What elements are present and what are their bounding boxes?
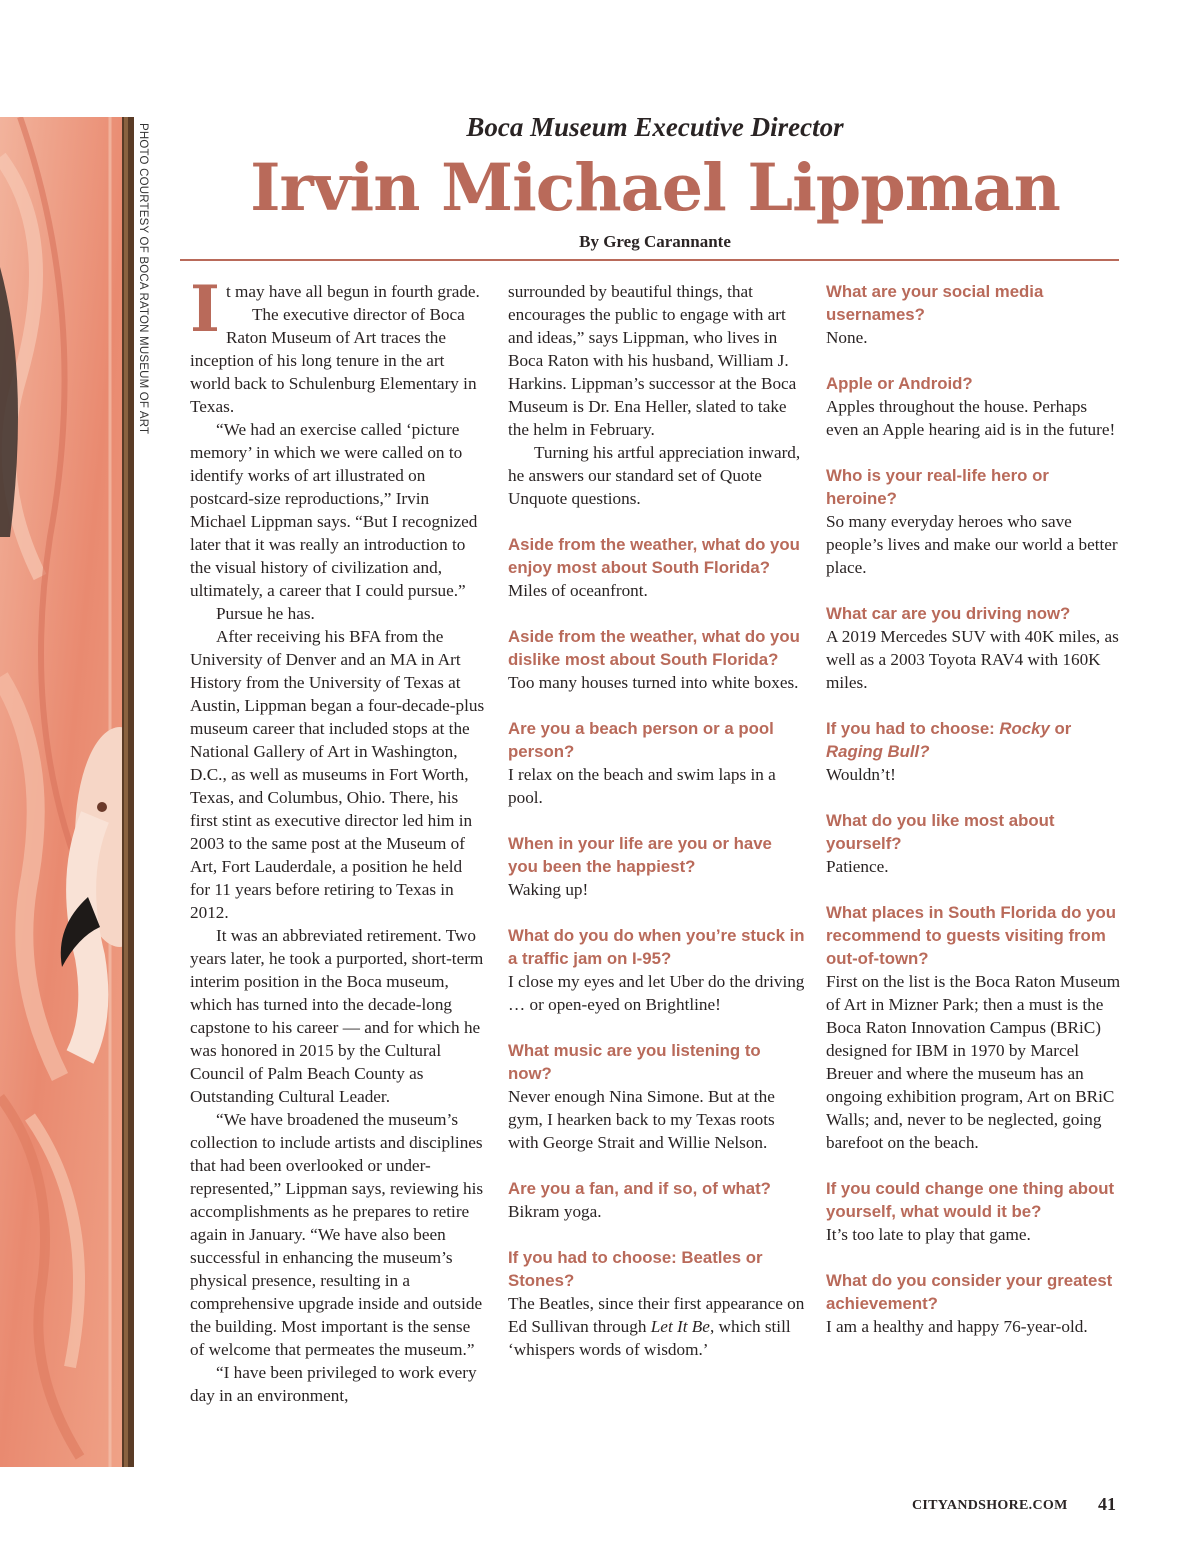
- footer-website: CITYANDSHORE.COM: [912, 1498, 1068, 1513]
- body-paragraph: “We had an exercise called ‘picture memory’ in which we were called on to identify works of art illustrated on postcard-size reproductions,” Irvin Michael Lippman says. “But I recognized later that it was really an introduction to the visual history of civilization and, ultimately, a career that I could pursue.”: [190, 420, 478, 600]
- qa-question: What car are you driving now?: [826, 604, 1071, 623]
- qa-answer: It’s too late to play that game.: [826, 1225, 1031, 1244]
- qa-answer: Miles of oceanfront.: [508, 581, 648, 600]
- qa-item: [826, 602, 1122, 694]
- qa-question: Apple or Android?: [826, 374, 973, 393]
- qa-item: [508, 924, 806, 1016]
- film-title: Raging Bull?: [826, 742, 930, 761]
- qa-answer: Patience.: [826, 857, 889, 876]
- answer-text: The Beatles, since their first appearance on Ed Sullivan through: [508, 1294, 805, 1336]
- qa-answer: Apples throughout the house. Perhaps even an Apple hearing aid is in the future!: [826, 397, 1116, 439]
- qa-item: [826, 717, 1122, 786]
- qa-question: Who is your real-life hero or heroine?: [826, 466, 1049, 508]
- qa-question: What do you like most about yourself?: [826, 811, 1055, 853]
- qa-item: [508, 1246, 806, 1361]
- answer-text: , which still ‘whispers words of wisdom.’: [508, 1317, 791, 1359]
- qa-question: Aside from the weather, what do you dislike most about South Florida?: [508, 627, 800, 669]
- qa-answer: So many everyday heroes who save people’s lives and make our world a better place.: [826, 512, 1118, 577]
- body-paragraph: “I have been privileged to work every day in an environment,: [190, 1363, 477, 1405]
- intro-first-line: t may have all begun in fourth grade.: [225, 282, 480, 301]
- qa-answer: I relax on the beach and swim laps in a pool.: [508, 765, 776, 807]
- qa-question: If you had to choose: Beatles or Stones?: [508, 1248, 763, 1290]
- qa-item: [826, 1177, 1122, 1246]
- qa-item: [826, 372, 1122, 441]
- header-rule: [180, 259, 1119, 261]
- article-column-2: [508, 280, 806, 1384]
- qa-answer: Too many houses turned into white boxes.: [508, 673, 799, 692]
- body-paragraph: “We have broadened the museum’s collection to include artists and disciplines that had been overlooked or under-represented,” Lippman says, reviewing his accomplishments as he prepares to retire again in January. “We have also been successful in enhancing the museum’s physical presence, resulting in a comprehensive upgrade inside and outside the building. Most important is the sense of welcome that permeates the museum.”: [190, 1110, 484, 1359]
- article-column-1: [190, 272, 486, 1407]
- qa-question: What do you do when you’re stuck in a traffic jam on I-95?: [508, 926, 805, 968]
- question-text: If you had to choose:: [826, 719, 1000, 738]
- qa-answer: First on the list is the Boca Raton Museum of Art in Mizner Park; then a must is the Boca Raton Innovation Campus (BRiC) designed for IBM in 1970 by Marcel Breuer and where the museum has an ongoing exhibition program, Art on BRiC Walls; and, never to be neglected, going barefoot on the beach.: [826, 972, 1121, 1152]
- qa-question: If you could change one thing about yourself, what would it be?: [826, 1179, 1115, 1221]
- qa-question: Are you a beach person or a pool person?: [508, 719, 774, 761]
- article-kicker: Boca Museum Executive Director: [466, 112, 844, 142]
- body-paragraph: After receiving his BFA from the University of Denver and an MA in Art History from the University of Texas at Austin, Lippman began a four-decade-plus museum career that included stops at the National Gallery of Art in Washington, D.C., as well as museums in Fort Worth, Texas, and Columbus, Ohio. There, his first stint as executive director led him in 2003 to the same post at the Museum of Art, Fort Lauderdale, a position he held for 11 years before retiring to Texas in 2012.: [190, 627, 485, 922]
- article-byline: By Greg Carannante: [579, 232, 731, 251]
- photo-credit: [136, 120, 152, 440]
- qa-question: [826, 717, 1122, 763]
- qa-item: [826, 1269, 1122, 1338]
- qa-question: What music are you listening to now?: [508, 1041, 761, 1083]
- qa-question: What are your social media usernames?: [826, 282, 1044, 324]
- qa-item: [826, 901, 1122, 1154]
- qa-question: What do you consider your greatest achievement?: [826, 1271, 1113, 1313]
- article-headline: Irvin Michael Lippman: [250, 150, 1060, 226]
- qa-item: [508, 717, 806, 809]
- qa-item: [508, 1039, 806, 1154]
- intro-paragraph: [190, 272, 486, 347]
- qa-item: [508, 832, 806, 901]
- flamingo-painting-photo: [0, 117, 134, 1467]
- photo-credit-text: PHOTO COURTESY OF BOCA RATON MUSEUM OF ART: [137, 123, 149, 435]
- film-title: Rocky: [999, 719, 1050, 738]
- qa-item: [508, 1177, 806, 1223]
- body-paragraph: Pursue he has.: [216, 604, 315, 623]
- qa-answer: A 2019 Mercedes SUV with 40K miles, as well as a 2003 Toyota RAV4 with 160K miles.: [826, 627, 1119, 692]
- qa-item: [508, 625, 806, 694]
- qa-answer: I am a healthy and happy 76-year-old.: [826, 1317, 1088, 1336]
- qa-item: [826, 464, 1122, 579]
- qa-item: [508, 533, 806, 602]
- qa-question: When in your life are you or have you been the happiest?: [508, 834, 772, 876]
- body-paragraph: The executive director of Boca Raton Museum of Art traces the inception of his long tenure in the art world back to Schulenburg Elementary in Texas.: [190, 305, 477, 416]
- question-text: or: [1049, 719, 1072, 738]
- qa-question: Are you a fan, and if so, of what?: [508, 1179, 771, 1198]
- page-number: 41: [1098, 1494, 1116, 1514]
- article-column-3: [826, 280, 1122, 1361]
- qa-answer: I close my eyes and let Uber do the driving … or open-eyed on Brightline!: [508, 972, 805, 1014]
- qa-answer: Wouldn’t!: [826, 765, 896, 784]
- qa-answer: None.: [826, 328, 868, 347]
- drop-cap: I: [190, 272, 220, 347]
- song-title: Let It Be: [650, 1317, 710, 1336]
- qa-answer: [508, 1292, 806, 1361]
- qa-item: [826, 809, 1122, 878]
- body-paragraph: Turning his artful appreciation inward, he answers our standard set of Quote Unquote questions.: [508, 443, 801, 508]
- qa-question: What places in South Florida do you recommend to guests visiting from out-of-town?: [826, 903, 1116, 968]
- qa-question: Aside from the weather, what do you enjoy most about South Florida?: [508, 535, 800, 577]
- qa-item: [826, 280, 1122, 349]
- qa-answer: Waking up!: [508, 880, 589, 899]
- body-paragraph: It was an abbreviated retirement. Two years later, he took a purported, short-term interim position in the Boca museum, which has turned into the decade-long capstone to his career — and for which he was honored in 2015 by the Cultural Council of Palm Beach County as Outstanding Cultural Leader.: [190, 926, 484, 1106]
- qa-answer: Bikram yoga.: [508, 1202, 602, 1221]
- qa-answer: Never enough Nina Simone. But at the gym, I hearken back to my Texas roots with George Strait and Willie Nelson.: [508, 1087, 775, 1152]
- flamingo-painting-image: [0, 117, 134, 1467]
- body-paragraph: surrounded by beautiful things, that encourages the public to engage with art and ideas,” says Lippman, who lives in Boca Raton with his husband, William J. Harkins. Lippman’s successor at the Boca Museum is Dr. Ena Heller, slated to take the helm in February.: [508, 282, 797, 439]
